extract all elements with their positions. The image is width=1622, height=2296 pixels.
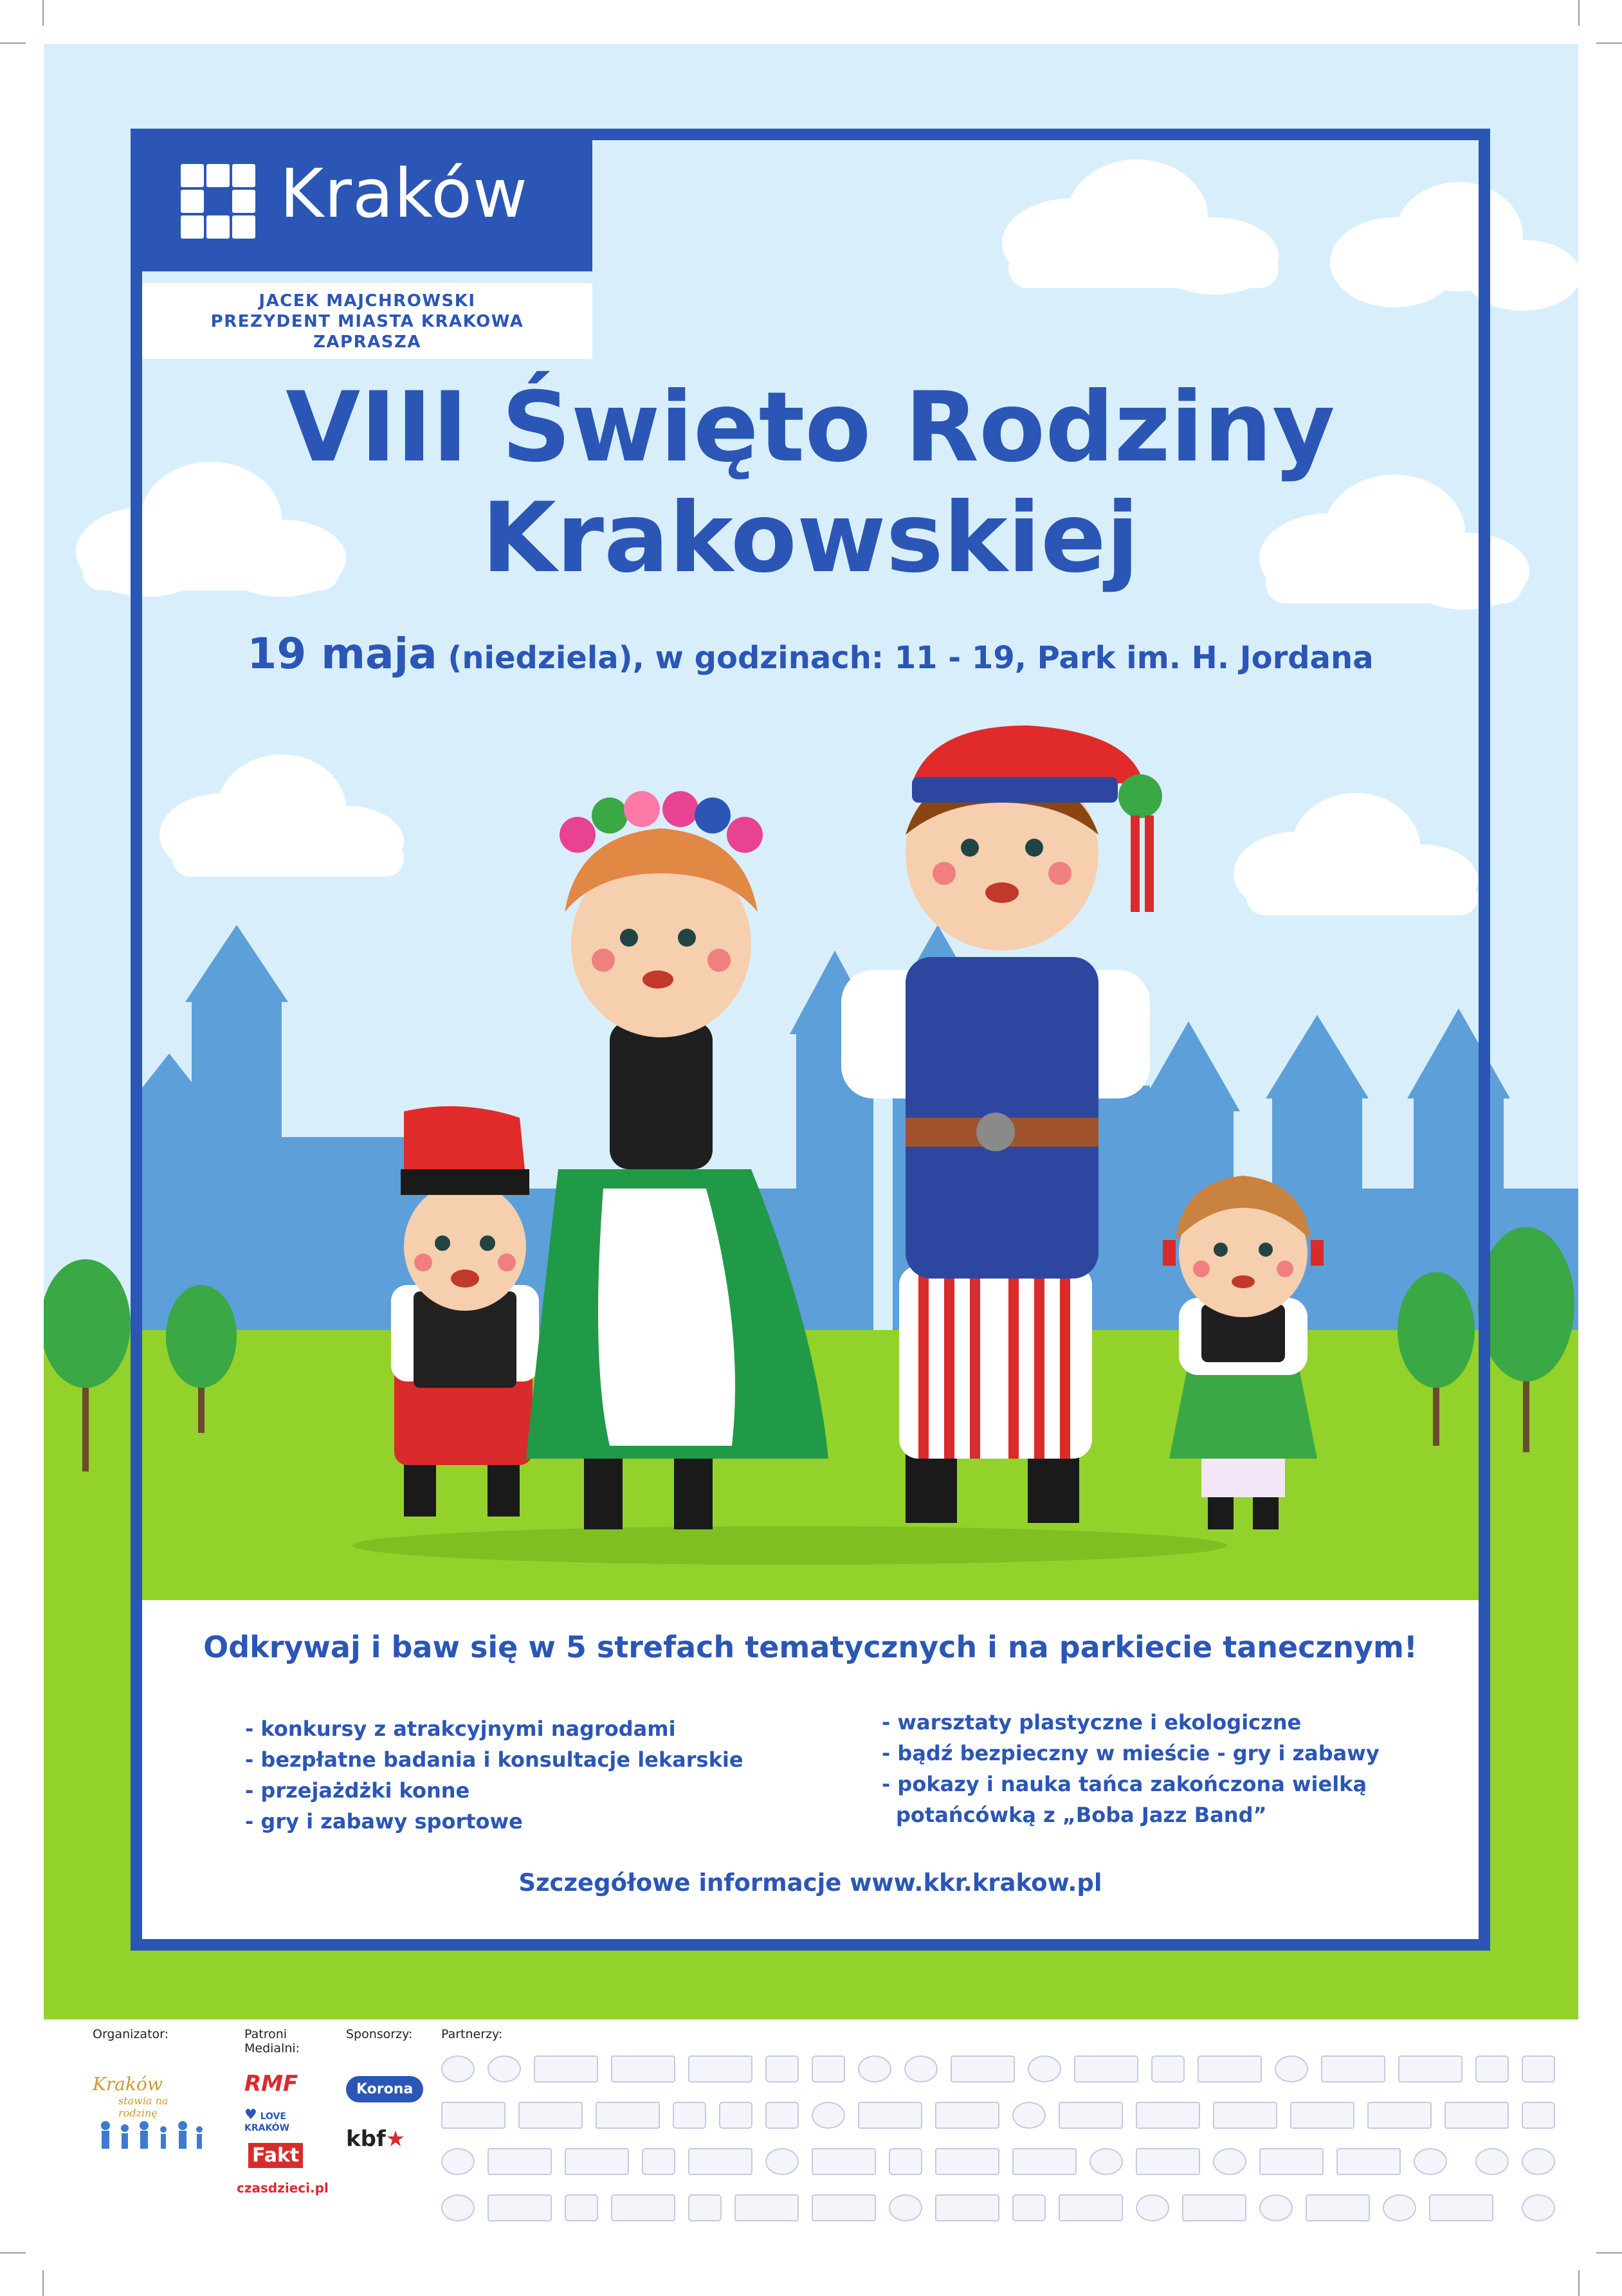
partner-logo bbox=[1414, 2148, 1447, 2175]
krakow-logo-icon bbox=[181, 164, 255, 239]
attractions-list-left bbox=[245, 1713, 743, 1837]
partner-logo bbox=[565, 2194, 598, 2221]
list-item: potańcówką z „Boba Jazz Band” bbox=[896, 1803, 1267, 1827]
partner-logo bbox=[1336, 2148, 1401, 2175]
sponsor-logo-kbf-text: kbf bbox=[346, 2126, 386, 2152]
media-label-line-2: Medialni: bbox=[244, 2041, 300, 2055]
heart-icon: ♥ bbox=[244, 2107, 257, 2123]
details-link[interactable]: Szczegółowe informacje www.kkr.krakow.pl bbox=[518, 1869, 1102, 1897]
partner-logo bbox=[596, 2102, 660, 2129]
partner-logo bbox=[935, 2148, 999, 2175]
partner-logo bbox=[1367, 2102, 1432, 2129]
partner-logo bbox=[673, 2102, 706, 2129]
invite-box bbox=[142, 283, 592, 359]
media-logo-love-krakow-text: LOVE KRAKÓW bbox=[244, 2111, 290, 2133]
partner-logo bbox=[1259, 2148, 1324, 2175]
list-item: - bezpłatne badania i konsultacje lekarskie bbox=[245, 1747, 743, 1772]
crop-mark bbox=[1578, 2270, 1580, 2296]
list-item: - pokazy i nauka tańca zakończona wielką bbox=[882, 1772, 1367, 1796]
list-item: - przejażdżki konne bbox=[245, 1778, 470, 1803]
partner-logo bbox=[488, 2194, 552, 2221]
partner-logo bbox=[1059, 2194, 1123, 2221]
crop-mark bbox=[42, 0, 44, 26]
partner-logo bbox=[688, 2194, 722, 2221]
partner-logo bbox=[812, 2102, 845, 2129]
event-date: 19 maja bbox=[247, 629, 437, 679]
partner-logo bbox=[1028, 2055, 1061, 2082]
partner-logo bbox=[1012, 2102, 1046, 2129]
partner-logo bbox=[488, 2055, 521, 2082]
partner-logo bbox=[1522, 2102, 1555, 2129]
partner-logo bbox=[1429, 2194, 1493, 2221]
partner-logo bbox=[858, 2055, 891, 2082]
event-title-line-1: VIII Święto Rodziny bbox=[286, 372, 1335, 484]
crop-mark bbox=[1596, 42, 1622, 44]
partner-logo bbox=[488, 2148, 552, 2175]
organizer-logo-subtitle: stawia na rodzinę bbox=[118, 2095, 169, 2119]
invite-verb: ZAPRASZA bbox=[313, 333, 421, 352]
partner-logo bbox=[441, 2055, 475, 2082]
partner-logo bbox=[904, 2055, 938, 2082]
partner-logo bbox=[1475, 2055, 1509, 2082]
partner-logo bbox=[1012, 2194, 1046, 2221]
partner-logo bbox=[441, 2194, 475, 2221]
media-label bbox=[244, 2027, 300, 2055]
event-dateline bbox=[142, 629, 1479, 679]
media-label-line-1: Patroni bbox=[244, 2027, 287, 2041]
partner-logo bbox=[441, 2148, 475, 2175]
partner-logo bbox=[1213, 2102, 1277, 2129]
organizer-logo-title: Kraków bbox=[93, 2073, 163, 2095]
partner-logo bbox=[1136, 2194, 1169, 2221]
partner-logo bbox=[1059, 2102, 1123, 2129]
partner-logo bbox=[1198, 2055, 1262, 2082]
sponsors-label: Sponsorzy: bbox=[346, 2027, 413, 2041]
list-item: - konkursy z atrakcyjnymi nagrodami bbox=[245, 1717, 676, 1741]
family-figures-icon bbox=[93, 2119, 208, 2151]
media-logo-rmf: RMF bbox=[244, 2071, 298, 2097]
partner-logo bbox=[1136, 2102, 1200, 2129]
partner-logo bbox=[858, 2102, 922, 2129]
organizer-logo bbox=[93, 2073, 208, 2154]
partner-logo bbox=[688, 2148, 752, 2175]
crop-mark bbox=[0, 42, 26, 44]
media-logo-fakt: Fakt bbox=[248, 2143, 303, 2168]
invite-role: PREZYDENT MIASTA KRAKOWA bbox=[210, 312, 524, 331]
info-heading: Odkrywaj i baw się w 5 strefach tematycznych i na parkiecie tanecznym! bbox=[203, 1630, 1417, 1664]
partner-logo bbox=[534, 2055, 598, 2082]
partner-logo bbox=[1321, 2055, 1385, 2082]
organizer-label: Organizator: bbox=[93, 2027, 169, 2041]
partner-logo bbox=[1522, 2148, 1555, 2175]
partner-logo bbox=[935, 2194, 999, 2221]
info-box bbox=[142, 1600, 1479, 1939]
sponsor-logo-korona: Korona bbox=[346, 2076, 423, 2102]
invite-name: JACEK MAJCHROWSKI bbox=[259, 291, 476, 311]
partner-logo bbox=[1012, 2148, 1077, 2175]
partner-logo bbox=[951, 2055, 1015, 2082]
partner-logo bbox=[642, 2148, 675, 2175]
partner-logo bbox=[1398, 2055, 1463, 2082]
logo-header bbox=[131, 129, 592, 271]
star-icon: ★ bbox=[385, 2126, 406, 2152]
crop-mark bbox=[1596, 2252, 1622, 2254]
partner-logo bbox=[1182, 2194, 1246, 2221]
partner-logo bbox=[1275, 2055, 1308, 2082]
partner-logo bbox=[935, 2102, 999, 2129]
partner-logo bbox=[518, 2102, 583, 2129]
partner-logo bbox=[765, 2148, 799, 2175]
partner-logo bbox=[1383, 2194, 1416, 2221]
partner-logo bbox=[611, 2194, 675, 2221]
partner-logo bbox=[1136, 2148, 1200, 2175]
footer bbox=[44, 2019, 1578, 2290]
partner-logo bbox=[1213, 2148, 1246, 2175]
partner-logo bbox=[1475, 2148, 1509, 2175]
partner-logo bbox=[812, 2194, 876, 2221]
partner-logo bbox=[889, 2148, 922, 2175]
partner-logo bbox=[688, 2055, 752, 2082]
attractions-list-right bbox=[882, 1707, 1380, 1830]
media-logo-love-krakow bbox=[244, 2107, 315, 2133]
media-logo-czasdzieci: czasdzieci.pl bbox=[237, 2180, 329, 2196]
partner-logo bbox=[812, 2148, 876, 2175]
partner-logo bbox=[734, 2194, 799, 2221]
partner-logo bbox=[441, 2102, 506, 2129]
list-item: - gry i zabawy sportowe bbox=[245, 1809, 523, 1834]
partner-logo bbox=[1151, 2055, 1185, 2082]
event-title-line-2: Krakowskiej bbox=[481, 482, 1140, 594]
sponsor-logo-kbf bbox=[346, 2126, 405, 2152]
partner-logo bbox=[719, 2102, 752, 2129]
list-item: - bądź bezpieczny w mieście - gry i zabawy bbox=[882, 1741, 1380, 1765]
partner-logo bbox=[1522, 2194, 1555, 2221]
partner-logo bbox=[1074, 2055, 1138, 2082]
partner-logo bbox=[1290, 2102, 1354, 2129]
partner-logo bbox=[565, 2148, 629, 2175]
partner-logo bbox=[765, 2102, 799, 2129]
partner-logo bbox=[1522, 2055, 1555, 2082]
partner-logo bbox=[611, 2055, 675, 2082]
partner-logo bbox=[889, 2194, 922, 2221]
partner-logo bbox=[1259, 2194, 1293, 2221]
partner-logo bbox=[812, 2055, 845, 2082]
event-time-place: (niedziela), w godzinach: 11 - 19, Park im. H. Jordana bbox=[437, 640, 1374, 676]
partner-logo bbox=[1444, 2102, 1509, 2129]
partners-label: Partnerzy: bbox=[441, 2027, 503, 2041]
brand-name: Kraków bbox=[280, 154, 528, 233]
partner-logo bbox=[1089, 2148, 1123, 2175]
partner-logo bbox=[765, 2055, 799, 2082]
list-item: - warsztaty plastyczne i ekologiczne bbox=[882, 1710, 1302, 1735]
crop-mark bbox=[0, 2252, 26, 2254]
crop-mark bbox=[1578, 0, 1580, 26]
partner-logo bbox=[1306, 2194, 1370, 2221]
